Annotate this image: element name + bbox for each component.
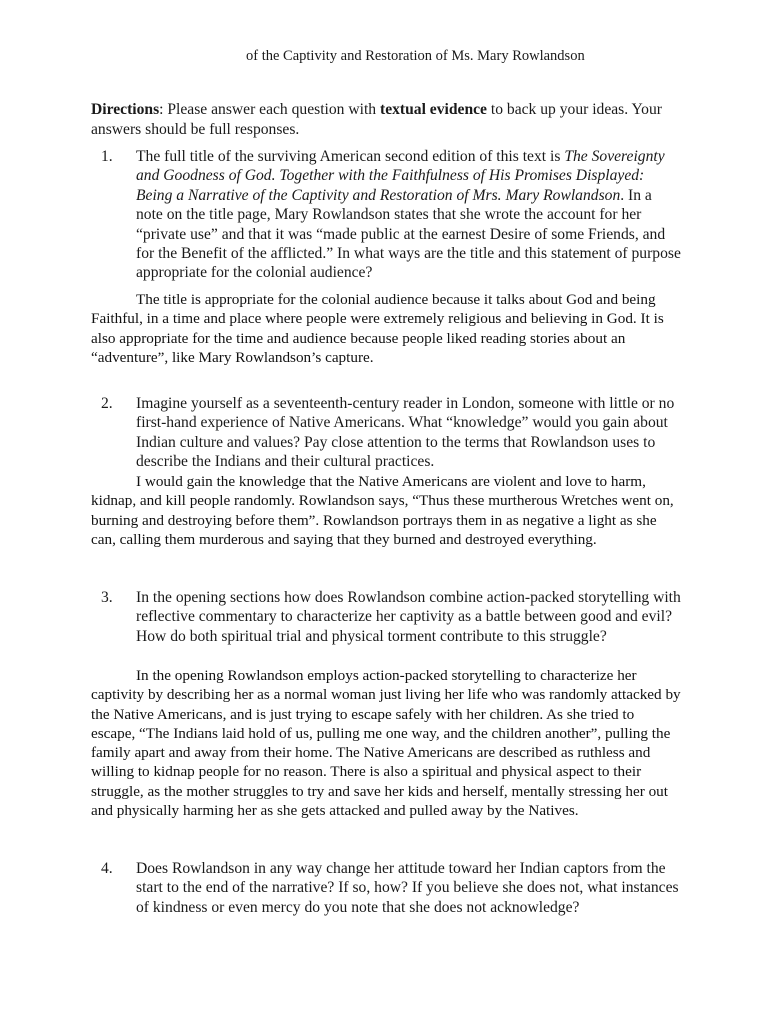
question-number: 4. [101, 860, 113, 877]
directions-label: Directions [91, 101, 160, 118]
question-text: Imagine yourself as a seventeenth-century reader in London, someone with little or no first-hand experience of Native Americans. What “knowledge” would you gain about Indian culture and values? Pay close attention to the terms that Rowlandson uses to describe the Indians and their cultural practices. [136, 395, 675, 471]
directions-emphasis: textual evidence [380, 101, 487, 118]
question-3 [91, 588, 681, 646]
question-1 [91, 147, 681, 283]
question-4 [91, 859, 681, 917]
question-number: 1. [101, 148, 113, 165]
question-text: In the opening sections how does Rowlandson combine action-packed storytelling with reflective commentary to characterize her captivity as a battle between good and evil? How do both spiritual trial and physical torment contribute to this struggle? [136, 589, 681, 645]
answer-3: In the opening Rowlandson employs action-packed storytelling to characterize her captivity by describing her as a normal woman just living her life who was randomly attacked by the Native Americans, and is just trying to escape safely with her children. As she tried to escape, “The Indians laid hold of us, pulling me one way, and the children another”, pulling the family apart and away from their home. The Native Americans are described as ruthless and willing to kidnap people for no reason. There is also a spiritual and physical aspect to their struggle, as the mother struggles to try and save her kids and herself, mentally stressing her out and physically harming her as she gets attacked and pulled away by the Natives. [91, 667, 681, 820]
directions-text-2: to back up your ideas. Your answers should be full responses. [91, 101, 662, 138]
answer-1: The title is appropriate for the colonial audience because it talks about God and being Faithful, in a time and place where people were extremely religious and believing in God. It is also appropriate for the time and audience because people liked reading stories about an “adventure”, like Mary Rowlandson’s capture. [91, 291, 664, 366]
book-title: The Sovereignty and Goodness of God. Together with the Faithfulness of His Promises Displayed: Being a Narrative of the Captivity and Restoration of Mrs. Mary Rowlandson [136, 148, 665, 204]
question-text-part: The full title of the surviving American second edition of this text is [136, 148, 565, 165]
question-2 [91, 394, 681, 472]
directions [91, 100, 691, 139]
question-number: 2. [101, 395, 113, 412]
page-header: of the Captivity and Restoration of Ms. Mary Rowlandson [246, 48, 585, 64]
question-text-part: . In a note on the title page, Mary Rowlandson states that she wrote the account for her “private use” and that it was “made public at the earnest Desire of some Friends, and for the Benefit of the afflicted.” In what ways are the title and this statement of purpose appropriate for the colonial audience? [136, 186, 681, 282]
answer-2: I would gain the knowledge that the Native Americans are violent and love to harm, kidnap, and kill people randomly. Rowlandson says, “Thus these murtherous Wretches went on, burning and destroying before them”. Rowlandson portrays them in as negative a light as she can, calling them murderous and saying that they burned and destroyed everything. [91, 473, 674, 548]
question-text: Does Rowlandson in any way change her attitude toward her Indian captors from the start to the end of the narrative? If so, how? If you believe she does not, what instances of kindness or even mercy do you note that she does not acknowledge? [136, 860, 679, 916]
directions-text-1: : Please answer each question with [159, 101, 380, 118]
question-text [136, 147, 681, 283]
question-number: 3. [101, 589, 113, 606]
